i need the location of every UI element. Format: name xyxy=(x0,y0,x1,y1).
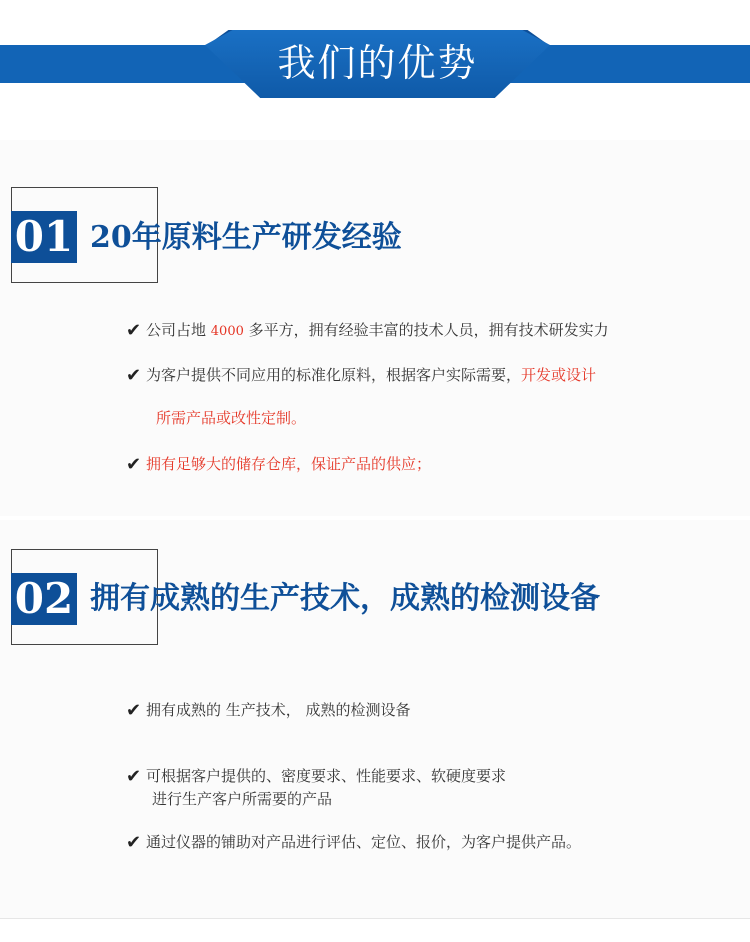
divider xyxy=(0,918,750,919)
check-icon: ✔ xyxy=(126,454,142,475)
check-icon: ✔ xyxy=(126,766,142,787)
header-banner xyxy=(0,0,750,120)
section-number-badge: 01 xyxy=(11,211,77,263)
check-icon: ✔ xyxy=(126,832,142,853)
list-item: ✔ 可根据客户提供的、密度要求、性能要求、软硬度要求 xyxy=(126,766,507,787)
check-icon: ✔ xyxy=(126,320,142,341)
list-item: ✔ 拥有成熟的 生产技术， 成熟的检测设备 xyxy=(126,700,411,721)
list-item: ✔ 通过仪器的铺助对产品进行评估、定位、报价，为客户提供产品。 xyxy=(126,832,582,853)
section-number-badge: 02 xyxy=(11,573,77,625)
list-item: ✔ 公司占地 4000 多平方，拥有经验丰富的技术人员，拥有技术研发实力 xyxy=(126,320,609,341)
section-heading: 20年原料生产研发经验 xyxy=(90,220,402,255)
list-item: ✔ 拥有足够大的储存仓库，保证产品的供应； xyxy=(126,454,432,475)
check-icon: ✔ xyxy=(126,700,142,721)
section-heading: 拥有成熟的生产技术，成熟的检测设备 xyxy=(90,581,600,616)
page-title: 我们的优势 xyxy=(277,41,478,85)
check-icon: ✔ xyxy=(126,365,142,386)
list-item: ✔ 为客户提供不同应用的标准化原料，根据客户实际需要，开发或设计 xyxy=(126,365,597,386)
list-item-continuation: 所需产品或改性定制。 xyxy=(156,409,307,427)
list-item-continuation: 进行生产客户所需要的产品 xyxy=(152,790,333,808)
